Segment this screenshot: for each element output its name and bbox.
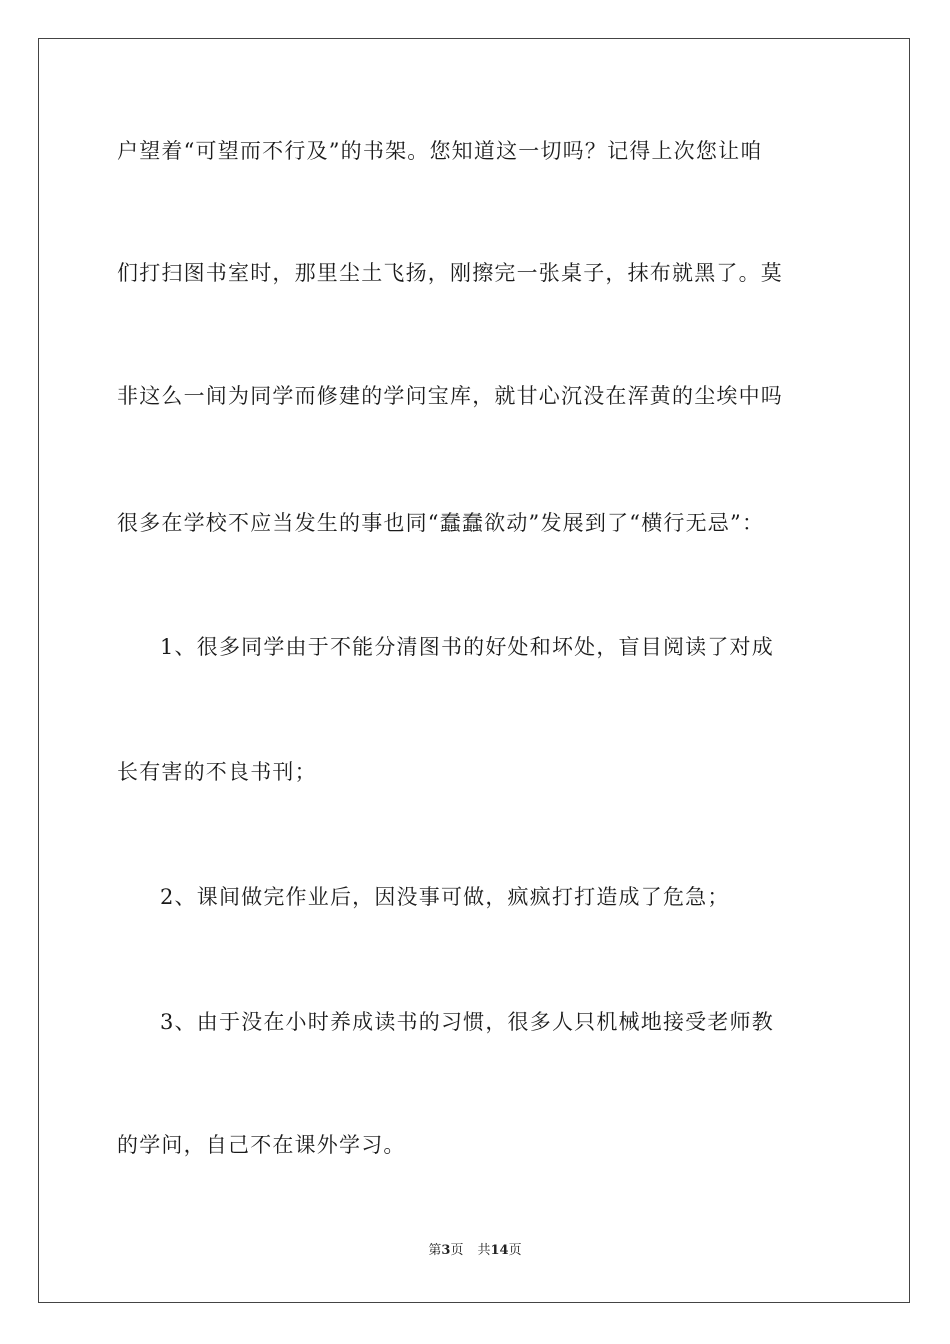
total-pages: 14: [490, 1243, 509, 1258]
page-footer: [0, 1242, 950, 1260]
list-item-1-line-2: 长有害的不良书刊；: [117, 760, 317, 784]
paragraph-line-1: 户望着“可望而不行及”的书架。您知道这一切吗？记得上次您让咱: [117, 139, 763, 163]
paragraph-line-2: 们打扫图书室时，那里尘土飞扬，刚擦完一张桌子，抹布就黑了。莫: [117, 261, 783, 285]
list-item-3-line-2: 的学问，自己不在课外学习。: [117, 1133, 406, 1157]
list-item-1-line-1: 1、很多同学由于不能分清图书的好处和坏处，盲目阅读了对成: [160, 635, 774, 659]
page-prefix: 第: [428, 1243, 442, 1258]
paragraph-line-4: 很多在学校不应当发生的事也同“蠢蠢欲动”发展到了“横行无忌”：: [117, 511, 765, 535]
page-border: [38, 38, 910, 1303]
list-item-2: 2、课间做完作业后，因没事可做，疯疯打打造成了危急；: [160, 885, 730, 909]
page-suffix: 页: [450, 1243, 464, 1258]
list-item-3-line-1: 3、由于没在小时养成读书的习惯，很多人只机械地接受老师教: [160, 1010, 774, 1034]
total-suffix: 页: [508, 1243, 522, 1258]
page-number: 3: [441, 1243, 451, 1258]
total-prefix: 共: [477, 1243, 491, 1258]
paragraph-line-3: 非这么一间为同学而修建的学问宝库，就甘心沉没在浑黄的尘埃中吗: [117, 384, 783, 408]
